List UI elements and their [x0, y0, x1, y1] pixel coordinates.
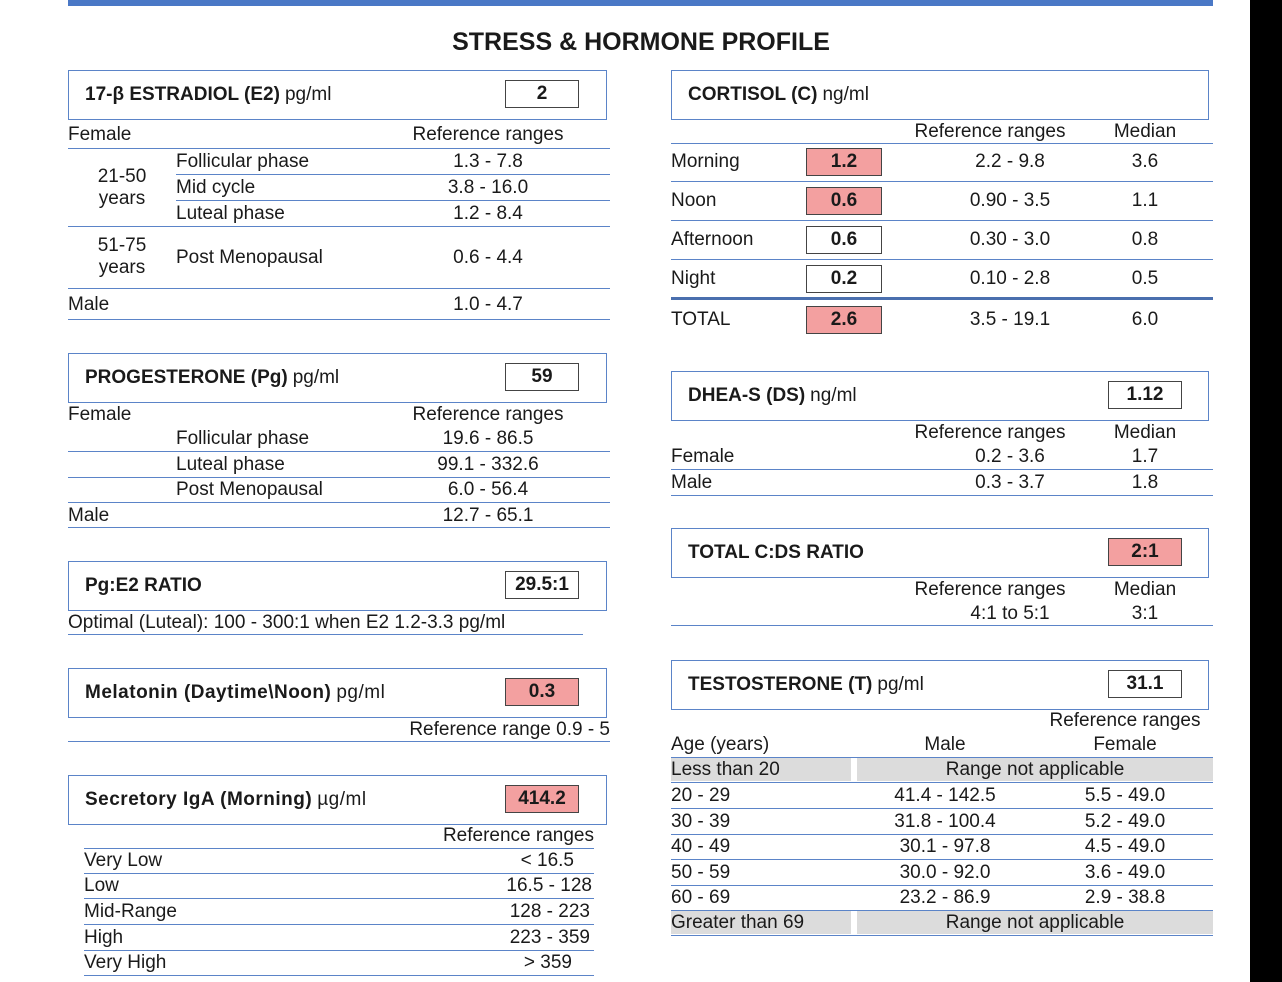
siga-row-range: > 359 [523, 952, 572, 973]
melatonin-header [68, 668, 607, 718]
estradiol-row-range: 0.6 - 4.4 [453, 247, 523, 268]
cortisol-row-value: 0.2 [806, 265, 882, 293]
cortisol-total-divider [671, 297, 1213, 300]
testosterone-row-female: 4.5 - 49.0 [1084, 836, 1166, 857]
siga-row-range: 223 - 359 [509, 927, 590, 948]
progesterone-male-label: Male [68, 505, 110, 526]
testosterone-row-female: 2.9 - 38.8 [1084, 887, 1166, 908]
siga-row-label: Mid-Range [84, 901, 177, 922]
siga-header [68, 775, 607, 825]
progesterone-title: PROGESTERONE (Pg) pg/ml [85, 367, 340, 388]
estradiol-row-range: 3.8 - 16.0 [447, 177, 529, 198]
cortisol-row-range: 0.10 - 2.8 [969, 268, 1051, 289]
progesterone-ref-header: Reference ranges [412, 404, 564, 425]
estradiol-row-label: Post Menopausal [176, 247, 323, 268]
pg-e2-ratio-header [68, 561, 607, 611]
progesterone-row-label: Luteal phase [176, 454, 285, 475]
estradiol-row-label: Follicular phase [176, 151, 310, 172]
dheas-value: 1.12 [1108, 381, 1182, 409]
testosterone-row-male: 31.8 - 100.4 [894, 811, 996, 832]
testosterone-row-female: 5.5 - 49.0 [1084, 785, 1166, 806]
siga-ref-header: Reference ranges [442, 825, 594, 846]
dheas-row-median: 1.7 [1131, 446, 1159, 467]
cortisol-row-value: 1.2 [806, 148, 882, 176]
estradiol-header [68, 70, 607, 120]
testosterone-na-text: Range not applicable [945, 912, 1125, 933]
testosterone-row-age: 30 - 39 [671, 811, 731, 832]
cds-median: 3:1 [1131, 603, 1159, 624]
estradiol-age-group-2: 51-75 years [97, 235, 147, 278]
testosterone-value: 31.1 [1108, 670, 1182, 698]
cds-median-header: Median [1113, 579, 1177, 600]
dheas-title: DHEA-S (DS) ng/ml [688, 385, 857, 406]
dheas-header [671, 371, 1209, 421]
melatonin-title: Melatonin (Daytime\Noon) pg/ml [85, 682, 386, 703]
progesterone-row-range: 99.1 - 332.6 [437, 454, 539, 475]
cortisol-row-range: 0.90 - 3.5 [969, 190, 1051, 211]
dheas-row-range: 0.3 - 3.7 [975, 472, 1045, 493]
cortisol-header [671, 70, 1209, 120]
siga-row-label: Low [84, 875, 119, 896]
cortisol-total-median: 6.0 [1131, 309, 1159, 330]
top-accent-bar [68, 0, 1213, 6]
estradiol-male-range: 1.0 - 4.7 [453, 294, 523, 315]
progesterone-male-range: 12.7 - 65.1 [442, 505, 534, 526]
estradiol-ref-header: Reference ranges [412, 124, 564, 145]
testosterone-na-age: Greater than 69 [671, 912, 805, 933]
testosterone-na-age: Less than 20 [671, 759, 780, 780]
testosterone-row-female: 3.6 - 49.0 [1084, 862, 1166, 883]
dheas-row-median: 1.8 [1131, 472, 1159, 493]
cortisol-title: CORTISOL (C) ng/ml [688, 84, 869, 105]
siga-row-range: 16.5 - 128 [506, 875, 592, 896]
cortisol-row-label: Noon [671, 190, 717, 211]
siga-row-range: 128 - 223 [509, 901, 590, 922]
dheas-median-header: Median [1113, 422, 1177, 443]
estradiol-male-label: Male [68, 294, 110, 315]
estradiol-title: 17-β ESTRADIOL (E2) pg/ml [85, 84, 332, 105]
testosterone-row-male: 30.1 - 97.8 [899, 836, 991, 857]
melatonin-value: 0.3 [505, 678, 579, 706]
progesterone-value: 59 [505, 363, 579, 391]
estradiol-row-range: 1.2 - 8.4 [453, 203, 523, 224]
testosterone-row-age: 60 - 69 [671, 887, 731, 908]
cortisol-total-value: 2.6 [806, 306, 882, 334]
siga-row-label: Very Low [84, 850, 163, 871]
pg-e2-ratio-value: 29.5:1 [505, 571, 579, 599]
estradiol-value: 2 [505, 80, 579, 108]
progesterone-header [68, 353, 607, 403]
cortisol-ref-header: Reference ranges [914, 121, 1066, 142]
cortisol-median-header: Median [1113, 121, 1177, 142]
estradiol-age-group-1: 21-50 years [97, 166, 147, 209]
cortisol-total-range: 3.5 - 19.1 [969, 309, 1051, 330]
testosterone-row-male: 23.2 - 86.9 [899, 887, 991, 908]
cortisol-row-median: 0.8 [1131, 229, 1159, 250]
cds-ref-header: Reference ranges [914, 579, 1066, 600]
cds-ratio-header [671, 528, 1209, 578]
testosterone-row-age: 50 - 59 [671, 862, 731, 883]
testosterone-col-age: Age (years) [671, 734, 770, 755]
cortisol-row-median: 0.5 [1131, 268, 1159, 289]
siga-row-range: < 16.5 [520, 850, 574, 871]
testosterone-title: TESTOSTERONE (T) pg/ml [688, 674, 924, 695]
siga-title: Secretory IgA (Morning) µg/ml [85, 789, 367, 810]
progesterone-row-label: Follicular phase [176, 428, 310, 449]
cortisol-row-value: 0.6 [806, 187, 882, 215]
cortisol-row-label: Night [671, 268, 716, 289]
cortisol-row-median: 1.1 [1131, 190, 1159, 211]
cortisol-row-range: 2.2 - 9.8 [975, 151, 1045, 172]
cds-ratio-value: 2:1 [1108, 538, 1182, 566]
siga-value: 414.2 [505, 785, 579, 813]
cortisol-row-value: 0.6 [806, 226, 882, 254]
testosterone-row-age: 40 - 49 [671, 836, 731, 857]
cds-ratio-title: TOTAL C:DS RATIO [688, 542, 864, 563]
pg-e2-ratio-note: Optimal (Luteal): 100 - 300:1 when E2 1.2-3.3 pg/ml [68, 612, 506, 633]
dheas-row-range: 0.2 - 3.6 [975, 446, 1045, 467]
testosterone-row-male: 30.0 - 92.0 [899, 862, 991, 883]
testosterone-header [671, 660, 1209, 710]
cortisol-row-range: 0.30 - 3.0 [969, 229, 1051, 250]
testosterone-na-text: Range not applicable [945, 759, 1125, 780]
cortisol-row-median: 3.6 [1131, 151, 1159, 172]
estradiol-row-label: Luteal phase [176, 203, 285, 224]
testosterone-col-male: Male [924, 734, 966, 755]
pg-e2-ratio-title: Pg:E2 RATIO [85, 575, 202, 596]
siga-row-label: High [84, 927, 124, 948]
estradiol-row-label: Mid cycle [176, 177, 256, 198]
testosterone-ref-header: Reference ranges [1049, 710, 1201, 731]
cortisol-row-label: Afternoon [671, 229, 754, 250]
cortisol-total-label: TOTAL [671, 309, 731, 330]
estradiol-female-label: Female [68, 124, 132, 145]
melatonin-reference: Reference range 0.9 - 5 [409, 719, 610, 740]
progesterone-row-range: 6.0 - 56.4 [447, 479, 529, 500]
cds-range: 4:1 to 5:1 [970, 603, 1050, 624]
testosterone-row-male: 41.4 - 142.5 [894, 785, 996, 806]
progesterone-female-label: Female [68, 404, 132, 425]
cortisol-row-label: Morning [671, 151, 740, 172]
testosterone-row-age: 20 - 29 [671, 785, 731, 806]
progesterone-row-range: 19.6 - 86.5 [442, 428, 534, 449]
testosterone-col-female: Female [1093, 734, 1157, 755]
dheas-row-label: Male [671, 472, 713, 493]
dheas-ref-header: Reference ranges [914, 422, 1066, 443]
dheas-row-label: Female [671, 446, 735, 467]
page-title: STRESS & HORMONE PROFILE [452, 28, 830, 56]
testosterone-row-female: 5.2 - 49.0 [1084, 811, 1166, 832]
progesterone-row-label: Post Menopausal [176, 479, 323, 500]
estradiol-row-range: 1.3 - 7.8 [453, 151, 523, 172]
siga-row-label: Very High [84, 952, 167, 973]
